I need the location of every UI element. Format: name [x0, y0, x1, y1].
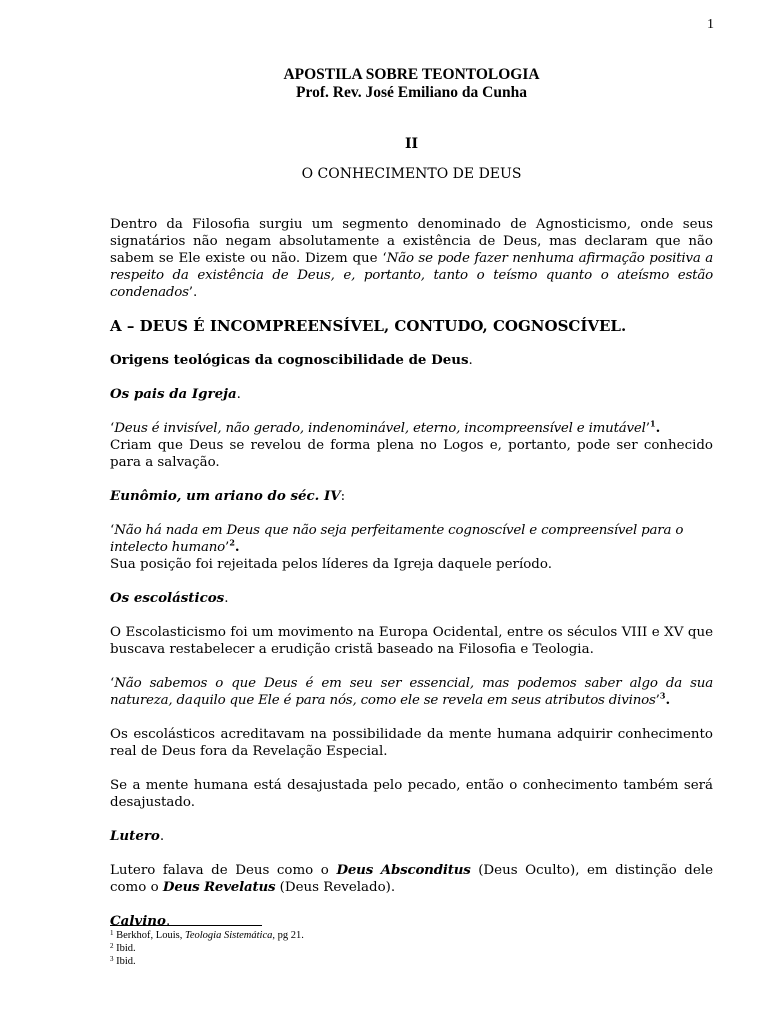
lutero-heading — [110, 828, 713, 845]
document-title: APOSTILA SOBRE TEONTOLOGIA — [283, 66, 540, 83]
footnote-3-text: Ibid. — [113, 956, 136, 967]
intro-quote: Não se pode fazer nenhuma afirmação positiva a respeito da existência de Deus, e, portanto, tanto o teísmo quanto o ateísmo estão condenados — [110, 251, 714, 300]
escolasticos-quote-text: Não sabemos o que Deus é em seu ser essencial, mas podemos saber algo da sua natureza, daquilo que Ele é para nós, como ele se revela em seus atributos divinos — [110, 676, 713, 708]
eunomio-heading — [110, 488, 713, 505]
eunomio-heading-text: Eunômio, um ariano do séc. IV — [110, 488, 341, 504]
intro-paragraph — [110, 216, 713, 301]
intro-text: Dentro da Filosofia surgiu um segmento denominado de Agnosticismo, onde seus signatários não negam absolutamente a existência de Deus, mas declaram que não sabem se Ele existe ou não. Dizem que ‘ — [110, 217, 713, 266]
pais-quote-period: . — [655, 420, 661, 436]
escolasticos-quote — [110, 675, 713, 709]
lutero-text-1: Lutero falava de Deus como o — [110, 863, 337, 878]
lutero-text-3: (Deus Revelado). — [275, 880, 396, 895]
footnote-1-number: 1 — [110, 929, 114, 937]
footnote-separator — [110, 925, 262, 926]
document-header — [110, 66, 713, 102]
footnote-ref-2[interactable]: 2 — [229, 537, 235, 548]
escolasticos-paragraph-2: Os escolásticos acreditavam na possibilidade da mente humana adquirir conhecimento real de Deus fora da Revelação Especial. — [110, 727, 713, 759]
footnote-ref-1[interactable]: 1 — [649, 418, 656, 429]
footnote-3 — [110, 955, 713, 968]
escolasticos-paragraph-1: O Escolasticismo foi um movimento na Europa Ocidental, entre os séculos VIII e XV que buscava restabelecer a erudição cristã baseado na Filosofia e Teologia. — [110, 625, 713, 657]
escolasticos-heading-text: Os escolásticos — [110, 590, 225, 606]
escolasticos-heading — [110, 590, 713, 607]
footnote-2-number: 2 — [110, 942, 114, 950]
document-author: Prof. Rev. José Emiliano da Cunha — [296, 84, 527, 101]
pais-quote — [110, 420, 713, 437]
origins-heading-period: . — [468, 353, 473, 368]
pais-quote-close: ’ — [645, 421, 650, 436]
footnote-1-text: Berkhof, Louis, — [113, 930, 185, 941]
calvino-heading-period: . — [165, 914, 171, 929]
escolasticos-quote-period: . — [665, 692, 671, 708]
intro-quote-close: ’. — [188, 285, 198, 300]
deus-revelatus-term: Deus Revelatus — [162, 879, 276, 895]
footnote-3-number: 3 — [110, 955, 114, 963]
pais-quote-text: Deus é invisível, não gerado, indenominável, eterno, incompreensível e imutável — [114, 421, 646, 436]
lutero-paragraph — [110, 862, 713, 896]
eunomio-paragraph: Sua posição foi rejeitada pelos líderes da Igreja daquele período. — [110, 557, 552, 572]
eunomio-quote-close: ’ — [225, 540, 230, 555]
lutero-heading-text: Lutero — [110, 828, 160, 844]
lutero-heading-period: . — [159, 829, 165, 844]
page-number: 1 — [707, 17, 714, 32]
escolasticos-paragraph-3: Se a mente humana está desajustada pelo pecado, então o conhecimento também será desajustado. — [110, 778, 713, 810]
eunomio-quote-text: Não há nada em Deus que não seja perfeitamente cognoscível e compreensível para o intelecto humano — [110, 523, 684, 555]
escolasticos-quote-close: ’ — [655, 693, 660, 708]
footnote-2 — [110, 942, 713, 955]
escolasticos-heading-period: . — [224, 591, 229, 606]
deus-absconditus-term: Deus Absconditus — [336, 862, 471, 878]
eunomio-quote-open: ‘ — [110, 523, 115, 538]
pais-heading-period: . — [236, 387, 241, 402]
escolasticos-quote-open: ‘ — [110, 676, 115, 691]
eunomio-quote-period: . — [234, 539, 240, 555]
footnote-1 — [110, 929, 713, 942]
footnote-2-text: Ibid. — [113, 943, 136, 954]
section-a-heading: A – DEUS É INCOMPREENSÍVEL, CONTUDO, COGNOSCÍVEL. — [110, 317, 627, 335]
calvino-heading — [110, 913, 713, 930]
calvino-heading-text: Calvino — [110, 913, 166, 929]
footnote-ref-3[interactable]: 3 — [659, 690, 666, 701]
footnotes — [110, 929, 713, 968]
footnote-1-page: , pg 21. — [272, 930, 304, 941]
origins-heading — [110, 352, 713, 369]
lutero-text-2: (Deus Oculto), em distinção dele como o — [110, 863, 714, 895]
origins-heading-text: Origens teológicas da cognoscibilidade de Deus — [110, 352, 469, 368]
pais-quote-open: ‘ — [110, 421, 115, 436]
footnote-1-book-title: Teologia Sistemática — [184, 930, 273, 941]
pais-heading-text: Os pais da Igreja — [110, 386, 237, 402]
pais-paragraph: Criam que Deus se revelou de forma plena no Logos e, portanto, pode ser conhecido para a salvação. — [110, 438, 713, 470]
eunomio-heading-colon: : — [340, 489, 346, 504]
eunomio-quote — [110, 522, 713, 556]
document-body — [110, 216, 713, 930]
chapter-title: O CONHECIMENTO DE DEUS — [301, 166, 522, 182]
pais-heading — [110, 386, 713, 403]
chapter-number: II — [404, 136, 419, 152]
